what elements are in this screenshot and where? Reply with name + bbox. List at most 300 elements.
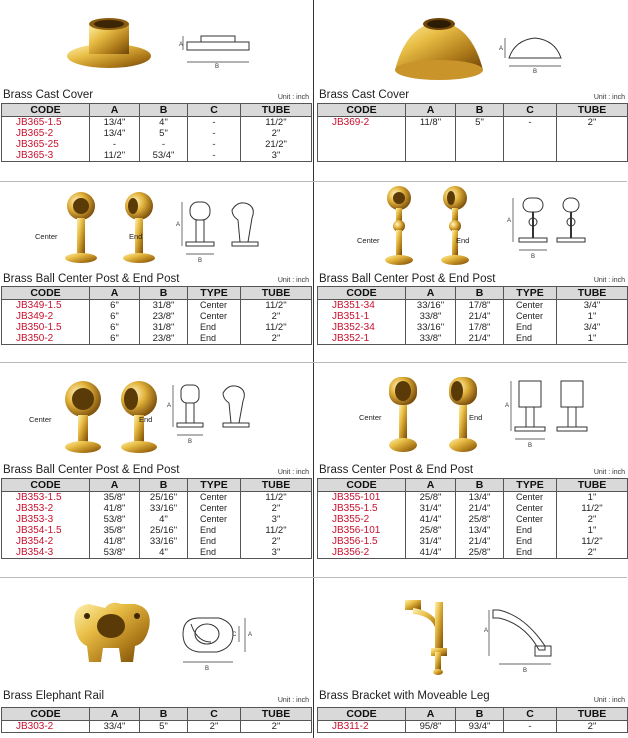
column-header: CODE: [2, 287, 90, 300]
spec-cell: End: [188, 547, 241, 559]
column-header: C: [504, 708, 557, 721]
section-brass-cast-cover-2: [317, 0, 627, 181]
dim-label: C: [232, 632, 237, 638]
photo-label-center: Center: [357, 236, 380, 245]
cast-cover-bell-photo: [389, 8, 489, 86]
spec-cell: End: [188, 333, 241, 345]
column-header: TUBE: [241, 708, 312, 721]
column-header: TUBE: [557, 708, 628, 721]
table-row: [2, 322, 312, 333]
spec-cell: 31/8": [140, 322, 188, 333]
spec-cell: 2": [188, 721, 241, 733]
spec-cell: 21/4": [456, 536, 504, 547]
section-title: Brass Center Post & End Post: [319, 464, 474, 476]
product-code: [318, 128, 406, 139]
column-header: A: [406, 104, 456, 117]
product-code: JB355-2: [318, 514, 406, 525]
section-elephant-rail: [1, 578, 311, 738]
spec-cell: 35/8": [90, 492, 140, 504]
spec-cell: 1": [557, 333, 628, 345]
dim-label: B: [188, 439, 193, 445]
spec-cell: 2": [241, 311, 312, 322]
column-header: TUBE: [557, 479, 628, 492]
table-row: [318, 300, 628, 312]
table-header-row: [318, 708, 628, 721]
spec-cell: -: [188, 139, 241, 150]
column-header: A: [90, 287, 140, 300]
table-row: [318, 547, 628, 559]
product-code: [318, 150, 406, 162]
column-header: CODE: [2, 708, 90, 721]
spec-cell: [406, 128, 456, 139]
spec-cell: 2": [241, 333, 312, 345]
spec-cell: End: [504, 536, 557, 547]
spec-cell: 11/2": [90, 150, 140, 162]
dim-label: B: [528, 443, 533, 449]
spec-cell: -: [188, 128, 241, 139]
column-header: B: [140, 479, 188, 492]
section-brass-cast-cover: [1, 0, 311, 181]
spec-cell: Center: [504, 503, 557, 514]
spec-cell: 33/16": [140, 503, 188, 514]
table-row: [318, 525, 628, 536]
spec-cell: 41/8": [90, 536, 140, 547]
unit-note: Unit : inch: [277, 277, 309, 284]
spec-cell: 11/8": [406, 117, 456, 129]
product-code: JB351-1: [318, 311, 406, 322]
elephant-rail-diagram: [177, 612, 257, 674]
spec-cell: 2": [241, 503, 312, 514]
cast-cover-bell-diagram: [499, 30, 569, 74]
spec-cell: 6": [90, 300, 140, 312]
ball-post-large-diagram: [167, 379, 267, 449]
ball-post-photo: [59, 190, 169, 268]
spec-cell: 3": [241, 514, 312, 525]
spec-cell: Center: [504, 300, 557, 312]
table-row: [2, 139, 312, 150]
spec-cell: 3": [241, 150, 312, 162]
product-code: JB356-1.5: [318, 536, 406, 547]
product-code: JB356-101: [318, 525, 406, 536]
column-header: CODE: [318, 287, 406, 300]
column-header: B: [140, 104, 188, 117]
spec-cell: 17/8": [456, 322, 504, 333]
column-header: A: [90, 479, 140, 492]
spec-cell: 95/8": [406, 721, 456, 733]
dim-label: A: [176, 222, 181, 228]
spec-cell: 21/2": [241, 139, 312, 150]
column-header: CODE: [2, 479, 90, 492]
spec-cell: Center: [504, 492, 557, 504]
dim-label: A: [248, 632, 253, 638]
spec-cell: [456, 128, 504, 139]
photo-label-end: End: [129, 232, 143, 241]
spec-cell: 17/8": [456, 300, 504, 312]
photo-label-center: Center: [35, 232, 58, 241]
column-header: A: [406, 479, 456, 492]
section-title: Brass Cast Cover: [319, 89, 410, 101]
spec-cell: 11/2": [241, 492, 312, 504]
product-code: JB352-1: [318, 333, 406, 345]
spec-cell: End: [504, 333, 557, 345]
photo-label-end: End: [456, 236, 470, 245]
spec-cell: -: [188, 150, 241, 162]
spec-cell: 41/4": [406, 547, 456, 559]
column-header: TYPE: [188, 287, 241, 300]
spec-cell: 53/8": [90, 514, 140, 525]
table-header-row: [2, 104, 312, 117]
spec-cell: 33/8": [406, 333, 456, 345]
spec-table: [317, 707, 628, 733]
spec-cell: [557, 139, 628, 150]
product-code: JB351-34: [318, 300, 406, 312]
column-header: TUBE: [557, 287, 628, 300]
dim-label: A: [507, 218, 512, 224]
column-header: B: [140, 287, 188, 300]
table-row: [318, 721, 628, 733]
column-divider: [313, 0, 314, 738]
dim-label: B: [531, 254, 536, 260]
table-row: [2, 721, 312, 733]
column-header: B: [456, 479, 504, 492]
column-header: C: [188, 708, 241, 721]
dim-label: B: [215, 64, 220, 70]
elephant-rail-photo: [65, 596, 157, 672]
table-row: [2, 503, 312, 514]
spec-cell: 13/4": [456, 525, 504, 536]
product-code: JB353-3: [2, 514, 90, 525]
spec-cell: End: [188, 322, 241, 333]
unit-note: Unit : inch: [593, 697, 625, 704]
section-ball-post-3: [1, 363, 311, 577]
spec-cell: 2": [557, 117, 628, 129]
column-header: TYPE: [504, 287, 557, 300]
table-row: [2, 333, 312, 345]
table-row: [318, 150, 628, 162]
spec-cell: 25/8": [406, 492, 456, 504]
spec-cell: 6": [90, 333, 140, 345]
spec-cell: [406, 139, 456, 150]
dim-label: B: [523, 668, 528, 674]
spec-cell: End: [188, 536, 241, 547]
column-header: CODE: [2, 104, 90, 117]
column-header: TUBE: [241, 479, 312, 492]
unit-note: Unit : inch: [593, 469, 625, 476]
spec-cell: 25/8": [456, 547, 504, 559]
dim-label: B: [533, 69, 538, 75]
dim-label: B: [205, 666, 210, 672]
product-code: JB355-1.5: [318, 503, 406, 514]
section-title: Brass Ball Center Post & End Post: [3, 273, 180, 285]
column-header: A: [90, 104, 140, 117]
spec-cell: 33/16": [140, 536, 188, 547]
spec-cell: 33/16": [406, 322, 456, 333]
unit-note: Unit : inch: [277, 94, 309, 101]
spec-cell: 21/4": [456, 311, 504, 322]
bracket-diagram: [485, 602, 569, 672]
column-header: A: [406, 708, 456, 721]
table-row: [318, 139, 628, 150]
spec-cell: 2": [241, 536, 312, 547]
product-code: JB365-1.5: [2, 117, 90, 129]
column-header: CODE: [318, 708, 406, 721]
product-code: JB349-2: [2, 311, 90, 322]
spec-cell: -: [188, 117, 241, 129]
spec-cell: 23/8": [140, 311, 188, 322]
spec-cell: 53/8": [90, 547, 140, 559]
dim-label: A: [505, 403, 510, 409]
table-row: [2, 150, 312, 162]
table-row: [318, 128, 628, 139]
product-code: JB365-3: [2, 150, 90, 162]
spec-table: [317, 478, 628, 559]
spec-cell: 11/2": [241, 300, 312, 312]
spec-cell: End: [188, 525, 241, 536]
product-code: [318, 139, 406, 150]
spec-cell: Center: [504, 514, 557, 525]
spec-cell: 11/2": [557, 536, 628, 547]
spec-cell: 2": [557, 514, 628, 525]
section-title: Brass Bracket with Moveable Leg: [319, 690, 490, 702]
section-title: Brass Cast Cover: [3, 89, 94, 101]
column-header: TUBE: [241, 287, 312, 300]
product-code: JB356-2: [318, 547, 406, 559]
spec-cell: 13/4": [90, 128, 140, 139]
product-code: JB303-2: [2, 721, 90, 733]
spec-cell: 1": [557, 311, 628, 322]
spec-cell: 33/16": [406, 300, 456, 312]
ball-post-diagram: [176, 196, 276, 266]
column-header: B: [456, 104, 504, 117]
column-header: A: [406, 287, 456, 300]
dim-label: A: [179, 42, 184, 48]
photo-label-center: Center: [359, 413, 382, 422]
photo-label-center: Center: [29, 415, 52, 424]
spec-cell: 6": [90, 322, 140, 333]
spec-cell: 4": [140, 514, 188, 525]
spec-cell: Center: [188, 311, 241, 322]
spec-cell: 13/4": [456, 492, 504, 504]
table-row: [318, 492, 628, 504]
product-code: JB365-25: [2, 139, 90, 150]
spec-cell: 2": [241, 128, 312, 139]
product-code: JB349-1.5: [2, 300, 90, 312]
table-row: [318, 311, 628, 322]
spec-cell: 93/4": [456, 721, 504, 733]
column-header: B: [456, 287, 504, 300]
section-title: Brass Elephant Rail: [3, 690, 104, 702]
product-code: JB353-2: [2, 503, 90, 514]
table-row: [2, 492, 312, 504]
table-header-row: [2, 708, 312, 721]
section-title: Brass Ball Center Post & End Post: [319, 273, 496, 285]
spec-cell: [557, 128, 628, 139]
table-row: [2, 525, 312, 536]
spec-cell: -: [504, 117, 557, 129]
product-code: JB350-1.5: [2, 322, 90, 333]
cast-cover-photo: [63, 14, 155, 70]
spec-cell: [456, 139, 504, 150]
spec-cell: 3/4": [557, 300, 628, 312]
column-header: B: [456, 708, 504, 721]
spec-cell: Center: [188, 503, 241, 514]
spec-cell: [456, 150, 504, 162]
column-header: TUBE: [241, 104, 312, 117]
unit-note: Unit : inch: [277, 469, 309, 476]
ball-post-large-photo: [59, 377, 172, 459]
table-header-row: [318, 287, 628, 300]
spec-cell: 11/2": [241, 322, 312, 333]
table-row: [318, 536, 628, 547]
table-row: [318, 117, 628, 129]
spec-table: [1, 286, 312, 345]
spec-cell: End: [504, 322, 557, 333]
spec-cell: 33/4": [90, 721, 140, 733]
dim-label: B: [198, 258, 203, 264]
column-header: C: [504, 104, 557, 117]
table-row: [318, 514, 628, 525]
spec-cell: 21/4": [456, 503, 504, 514]
dim-label: A: [484, 628, 489, 634]
column-header: CODE: [318, 479, 406, 492]
spec-cell: 3/4": [557, 322, 628, 333]
table-row: [318, 333, 628, 345]
spec-cell: 1": [557, 492, 628, 504]
cast-cover-diagram: [179, 30, 251, 70]
spec-table: [1, 103, 312, 162]
spec-cell: Center: [188, 492, 241, 504]
spec-cell: 11/2": [241, 525, 312, 536]
section-ball-post-2: [317, 182, 627, 362]
table-row: [2, 536, 312, 547]
spec-cell: 3": [241, 547, 312, 559]
spec-cell: 5": [140, 721, 188, 733]
bracket-photo: [395, 592, 461, 680]
section-title: Brass Ball Center Post & End Post: [3, 464, 180, 476]
spec-table: [1, 478, 312, 559]
table-row: [2, 300, 312, 312]
section-bracket: [317, 578, 627, 738]
photo-label-end: End: [469, 413, 483, 422]
product-code: JB355-101: [318, 492, 406, 504]
spec-cell: 4": [140, 547, 188, 559]
ball-post-ornate-diagram: [505, 194, 605, 266]
spec-cell: Center: [188, 514, 241, 525]
spec-cell: 2": [557, 547, 628, 559]
spec-cell: -: [90, 139, 140, 150]
column-header: A: [90, 708, 140, 721]
product-code: JB352-34: [318, 322, 406, 333]
spec-cell: 25/16": [140, 492, 188, 504]
spec-cell: 25/8": [406, 525, 456, 536]
product-code: JB354-1.5: [2, 525, 90, 536]
table-row: [318, 322, 628, 333]
spec-cell: 2": [557, 721, 628, 733]
spec-cell: [406, 150, 456, 162]
product-code: JB354-3: [2, 547, 90, 559]
column-header: TUBE: [557, 104, 628, 117]
table-row: [2, 117, 312, 129]
table-row: [2, 128, 312, 139]
spec-cell: 2": [241, 721, 312, 733]
column-header: TYPE: [504, 479, 557, 492]
table-header-row: [318, 479, 628, 492]
spec-cell: 25/16": [140, 525, 188, 536]
product-code: JB369-2: [318, 117, 406, 129]
spec-cell: 5": [456, 117, 504, 129]
ball-post-ornate-photo: [373, 184, 483, 270]
column-header: TYPE: [188, 479, 241, 492]
table-header-row: [2, 287, 312, 300]
spec-cell: 41/8": [90, 503, 140, 514]
spec-cell: 21/4": [456, 333, 504, 345]
spec-cell: 25/8": [456, 514, 504, 525]
spec-cell: [504, 128, 557, 139]
spec-table: [1, 707, 312, 733]
column-header: C: [188, 104, 241, 117]
section-center-post: [317, 363, 627, 577]
table-row: [2, 311, 312, 322]
spec-cell: Center: [504, 311, 557, 322]
spec-cell: 23/8": [140, 333, 188, 345]
column-header: CODE: [318, 104, 406, 117]
spec-cell: 11/2": [241, 117, 312, 129]
spec-cell: 31/4": [406, 536, 456, 547]
table-header-row: [2, 479, 312, 492]
dim-label: A: [167, 403, 172, 409]
product-code: JB365-2: [2, 128, 90, 139]
section-ball-post-1: [1, 182, 311, 362]
spec-cell: 41/4": [406, 514, 456, 525]
spec-cell: 11/2": [557, 503, 628, 514]
spec-cell: Center: [188, 300, 241, 312]
table-header-row: [318, 104, 628, 117]
product-code: JB353-1.5: [2, 492, 90, 504]
product-code: JB311-2: [318, 721, 406, 733]
table-row: [2, 547, 312, 559]
unit-note: Unit : inch: [593, 277, 625, 284]
spec-cell: [504, 150, 557, 162]
spec-cell: -: [504, 721, 557, 733]
unit-note: Unit : inch: [593, 94, 625, 101]
spec-cell: End: [504, 525, 557, 536]
spec-cell: 53/4": [140, 150, 188, 162]
spec-cell: 31/4": [406, 503, 456, 514]
center-post-diagram: [505, 377, 605, 453]
unit-note: Unit : inch: [277, 697, 309, 704]
spec-cell: End: [504, 547, 557, 559]
dim-label: A: [499, 46, 504, 52]
table-row: [318, 503, 628, 514]
spec-cell: 33/8": [406, 311, 456, 322]
spec-cell: 5": [140, 128, 188, 139]
spec-cell: 35/8": [90, 525, 140, 536]
spec-cell: 4": [140, 117, 188, 129]
table-row: [2, 514, 312, 525]
spec-cell: -: [140, 139, 188, 150]
spec-table: [317, 286, 628, 345]
spec-cell: [557, 150, 628, 162]
photo-label-end: End: [139, 415, 153, 424]
spec-cell: 6": [90, 311, 140, 322]
spec-cell: 1": [557, 525, 628, 536]
spec-table: [317, 103, 628, 162]
column-header: B: [140, 708, 188, 721]
spec-cell: 31/8": [140, 300, 188, 312]
product-code: JB350-2: [2, 333, 90, 345]
product-code: JB354-2: [2, 536, 90, 547]
spec-cell: [504, 139, 557, 150]
